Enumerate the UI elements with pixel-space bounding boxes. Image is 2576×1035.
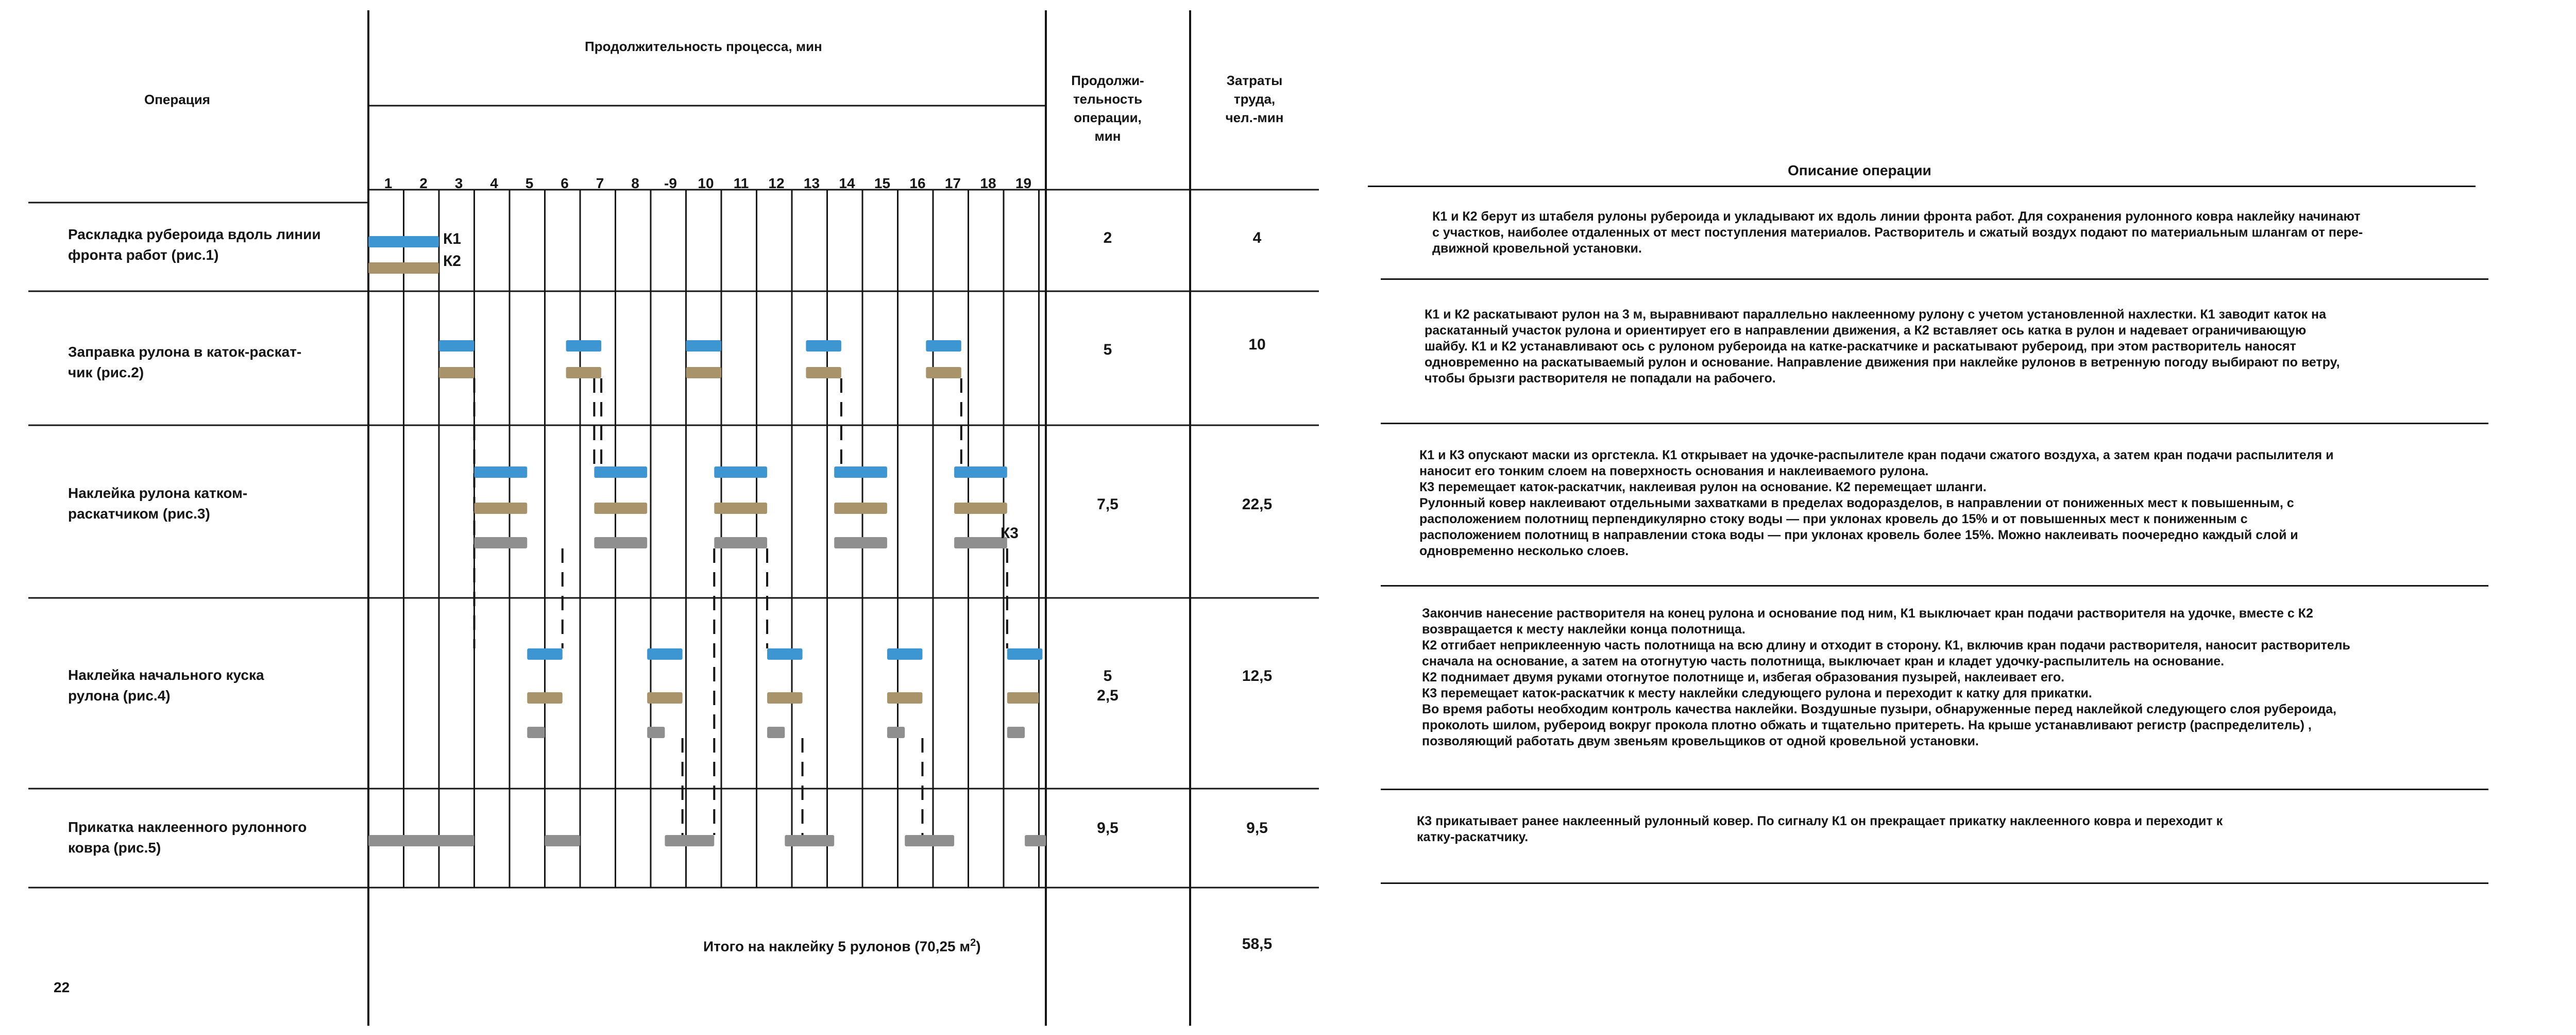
gantt-bar: [545, 835, 581, 846]
gantt-bar: [527, 648, 563, 660]
gantt-bar: [594, 503, 647, 514]
total-value: 58,5: [1242, 936, 1273, 953]
operation-duration: 2: [1103, 229, 1112, 246]
gantt-bar: [954, 466, 1007, 478]
operation-name: Заправка рулона в каток-раскат- чик (рис.2): [68, 344, 302, 380]
gantt-bar: [834, 537, 887, 548]
gantt-bar: [714, 503, 767, 514]
minute-tick-label: 10: [698, 175, 714, 191]
minute-tick-label: 13: [803, 175, 820, 191]
operation-name: Прикатка наклеенного рулонного ковра (рис.5): [68, 819, 307, 856]
operation-description: Закончив нанесение растворителя на конец рулона и основание под ним, К1 выключает кран подачи растворителя на удочке, вместе с К2 возвращается к месту наклейки конца полотнища. К2 отгибает неприклеенную часть полотнища на всю длину и отходит в сторону. К1, включив кран подачи растворителя, наносит растворитель сначала на основание, а затем на отогнутую часть полотнища, выключает кран и кладет удочку-распылитель на основание. К2 поднимает двумя руками отогнутое полотнище и, избегая образования пузырей, наклеивает его. К3 перемещает каток-раскатчик к месту наклейки следующего рулона и переходит к катку для прикатки. Во время работы необходим контроль качества наклейки. Воздушные пузыри, обнаруженные перед наклейкой следующего слоя рубероида, проколоть шилом, рубероид вокруг прокола плотно обжать и тщательно притереть. На крыше устанавливают регистр (распределитель) , позволяющий работать двум звеньям кровельщиков от одной кровельной установки.: [1422, 606, 2350, 748]
gantt-bar: [806, 340, 841, 352]
minute-tick-label: 7: [596, 175, 604, 191]
operation-name: Раскладка рубероида вдоль линии фронта работ (рис.1): [68, 226, 321, 263]
minute-tick-label: 15: [874, 175, 891, 191]
gantt-bar: [527, 692, 563, 704]
gantt-bar: [887, 648, 923, 660]
gantt-bar: [926, 367, 961, 378]
header-op-duration: Продолжи- тельность операции, мин: [1071, 73, 1144, 144]
page-number: 22: [54, 979, 70, 995]
operation-name: Наклейка начального куска рулона (рис.4): [68, 667, 264, 704]
row-rule: [1381, 423, 2488, 424]
minute-tick-label: 6: [561, 175, 569, 191]
operation-name: Наклейка рулона катком- раскатчиком (рис.3): [68, 485, 248, 522]
row-rule: [1381, 789, 2488, 790]
gantt-bar: [647, 648, 683, 660]
worker-label-k2: К2: [443, 253, 461, 270]
gantt-bar: [767, 648, 803, 660]
row-rule: [1381, 278, 2488, 280]
labor-cost: 9,5: [1246, 820, 1268, 837]
minute-tick-label: 12: [768, 175, 785, 191]
gantt-bar: [439, 367, 474, 378]
gantt-bar: [834, 503, 887, 514]
labor-cost: 4: [1252, 229, 1262, 246]
labor-cost: 12,5: [1242, 667, 1273, 685]
gantt-bar: [1007, 648, 1043, 660]
gantt-bar: [368, 835, 474, 846]
gantt-bar: [686, 367, 722, 378]
row-rule: [1381, 585, 2488, 587]
gantt-bar: [806, 367, 841, 378]
minute-tick-label: -9: [664, 175, 677, 191]
description-header: Описание операции: [1788, 162, 1931, 178]
operation-duration: 5 2,5: [1097, 667, 1118, 704]
gantt-bar: [1007, 727, 1025, 738]
minute-tick-label: 5: [525, 175, 534, 191]
labor-cost: 22,5: [1242, 496, 1273, 513]
minute-tick-label: 18: [980, 175, 996, 191]
operation-duration: 9,5: [1097, 820, 1118, 837]
minute-tick-label: 19: [1015, 175, 1032, 191]
gantt-bar: [767, 692, 803, 704]
header-operation: Операция: [144, 92, 210, 107]
minute-tick-label: 1: [384, 175, 393, 191]
minute-tick-label: 11: [733, 175, 749, 191]
gantt-bar: [887, 692, 923, 704]
right-page: [1340, 0, 2576, 1035]
row-rule: [1381, 882, 2488, 884]
gantt-bar: [368, 236, 439, 247]
gantt-bar: [594, 537, 647, 548]
gantt-bar: [905, 835, 954, 846]
gantt-bar: [926, 340, 961, 352]
gantt-bar: [887, 727, 905, 738]
gantt-bar: [714, 537, 767, 548]
gantt-bar: [954, 537, 1007, 548]
minute-tick-label: 4: [490, 175, 498, 191]
minute-tick-label: 2: [419, 175, 428, 191]
minute-tick-label: 8: [631, 175, 639, 191]
gantt-bar: [834, 466, 887, 478]
gantt-bar: [954, 503, 1007, 514]
operation-duration: 7,5: [1097, 496, 1118, 513]
minute-tick-label: 14: [839, 175, 855, 191]
operation-description: К3 прикатывает ранее наклеенный рулонный ковер. По сигналу К1 он прекращает прикатку наклеенного ковра и переходит к катку-раскатчику.: [1417, 814, 2223, 844]
gantt-bar: [767, 727, 785, 738]
gantt-bar: [474, 466, 528, 478]
header-process-duration: Продолжительность процесса, мин: [585, 39, 822, 54]
gantt-bar: [1025, 835, 1046, 846]
gantt-bar: [474, 503, 528, 514]
header-labor-cost: Затраты труда, чел.-мин: [1225, 73, 1284, 125]
gantt-bar: [594, 466, 647, 478]
gantt-bar: [714, 466, 767, 478]
gantt-bar: [647, 727, 665, 738]
operation-description: К1 и К2 берут из штабеля рулоны рубероида и укладывают их вдоль линии фронта работ. Для сохранения рулонного ковра наклейку начинают с участков, наиболее отдаленных от мест поступления материалов. Растворитель и сжатый воздух подают по материальным шлангам от пере- движной кровельной установки.: [1432, 209, 2363, 256]
gantt-bar: [566, 340, 602, 352]
header-rule: [1368, 186, 2476, 187]
gantt-bar: [1007, 692, 1039, 704]
gantt-bar: [474, 537, 528, 548]
gantt-bar: [566, 367, 602, 378]
gantt-bar: [527, 727, 545, 738]
minute-tick-label: 17: [944, 175, 961, 191]
operation-description: К1 и К2 раскатывают рулон на 3 м, выравнивают параллельно наклеенному рулону с учетом установленной нахлестки. К1 заводит каток на раскатанный участок рулона и ориентирует его в направлении движения, а К2 вставляет ось катка в рулон и надевает ограничивающую шайбу. К1 и К2 устанавливают ось с рулоном рубероида на катке-раскатчике и раскатывают рубероид, при этом растворитель наносят одновременно на раскатываемый рулон и основание. Направление движения при наклейке рулонов в ветренную погоду выбирают по ветру, чтобы брызги растворителя не попадали на рабочего.: [1425, 307, 2340, 386]
total-label: Итого на наклейку 5 рулонов (70,25 $м^2$): [703, 937, 981, 955]
gantt-bar: [439, 340, 474, 352]
gantt-bar: [647, 692, 683, 704]
operation-description: К1 и К3 опускают маски из оргстекла. К1 открывает на удочке-распылителе кран подачи сжатого воздуха, а затем кран подачи распылителя и наносит его тонким слоем на поверхность основания и наклеиваемого рулона. К3 перемещает каток-раскатчик, наклеивая рулон на основание. К2 перемещает шланги. Рулонный ковер наклеивают отдельными захватками в пределах водоразделов, в направлении от пониженных мест к повышенным, с расположением полотнищ перпендикулярно стоку воды — при уклонах кровель до 15% и от повышенных мест к пониженным с расположением полотнищ в направлении стока воды — при уклонах кровель более 15%. Можно наклеивать поочередно каждый слой и одновременно несколько слоев.: [1419, 448, 2334, 558]
gantt-bar: [665, 835, 714, 846]
gantt-bar: [686, 340, 722, 352]
gantt-bar: [785, 835, 834, 846]
minute-tick-label: 3: [454, 175, 463, 191]
gantt-bar: [368, 262, 439, 274]
worker-label-k3: К3: [1001, 525, 1019, 542]
labor-cost: 10: [1248, 336, 1266, 353]
operation-duration: 5: [1103, 341, 1112, 358]
worker-label-k1: К1: [443, 230, 461, 247]
minute-tick-label: 16: [909, 175, 926, 191]
